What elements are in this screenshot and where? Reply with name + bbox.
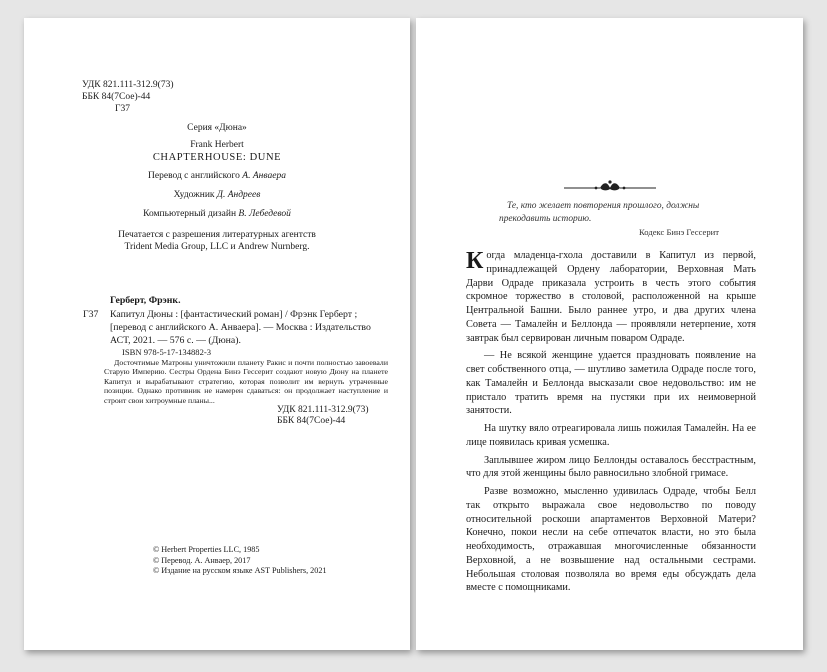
epigraph-source: Кодекс Бинэ Гессерит (639, 227, 719, 237)
rights-line-2: Trident Media Group, LLC и Andrew Nurnberg. (124, 241, 310, 252)
translator-prefix: Перевод с английского (148, 171, 243, 181)
translator-name: А. Анвaера (242, 171, 286, 181)
paragraph-1-text: огда младенца-гхола доставили в Капитул из первой, принадлежащей Ордену лаборатории, Верховная Мать Дарви Одраде приказала устроить в честь этого события скромное торжество в столовой, расположенной на крыше Центральной Башни. Было раннее утро, и два других члена Совета — Тамалейн и Беллонда — проявляли нетерпение, хотя завтрак был сервирован личным поваром Одраде. (466, 250, 756, 344)
udk-bbk-top (82, 80, 174, 103)
catalog-heading: Герберт, Фрэнк. (110, 295, 181, 306)
copyright-line-2: © Перевод. А. Анвaер, 2017 (153, 555, 251, 565)
drop-cap: К (466, 248, 484, 274)
isbn-line: ISBN 978-5-17-134882-3 (122, 347, 212, 357)
designer-name: В. Лебедевой (238, 209, 291, 219)
flourish-ornament-icon (562, 178, 658, 196)
author-english: Frank Herbert (190, 140, 244, 150)
title-english: CHAPTERHOUSE: DUNE (152, 152, 282, 163)
designer-prefix: Компьютерный дизайн (143, 209, 239, 219)
udk-top-line: УДК 821.111-312.9(73) (82, 80, 174, 90)
copyright-line-1: © Herbert Properties LLC, 1985 (153, 545, 260, 554)
artist-line (24, 190, 410, 200)
paragraph-1 (466, 249, 756, 345)
udk-bottom-line: УДК 821.111-312.9(73) (277, 405, 369, 415)
catalog-code: Г37 (83, 309, 99, 320)
annotation-text: Досточтимые Матроны уничтожили планету Ракис и почти полностью завоевали Старую Империю. Сестры Ордена Бинэ Гессерит создают новую Дюну на планете Капитул и вырабатывают стратегию, которая позволит им вернуть утраченные позиции. Однако противник не намерен сдаваться: он продолжает наступление и строит свои хитроумные планы... (104, 358, 388, 405)
copyright-block (153, 545, 327, 577)
paragraph-2: — Не всякой женщине удается праздновать появление на свет собственного отца, — шутливо заметила Одраде после того, как Тамалейн и Беллонда высказали свое недовольство: им не пристало тратить время на пустяки при их неимоверной занятости. (466, 350, 756, 417)
right-page (416, 18, 803, 650)
artist-name: Д. Андреев (216, 190, 261, 200)
rights-notice (24, 230, 410, 253)
bbk-top-line: ББК 84(7Сое)-44 (82, 91, 151, 102)
rights-line-1: Печатается с разрешения литературных агентств (118, 230, 316, 240)
left-page (24, 18, 410, 650)
paragraph-3: На шутку вяло отреагировала лишь пожилая Тамалейн. На ее лице появилась кривая усмешка. (466, 423, 756, 448)
translator-line (24, 171, 410, 181)
designer-line (24, 209, 410, 219)
epigraph-text: Те, кто желает повторения прошлого, должны прекодавить историю. (499, 201, 700, 224)
copyright-line-3: © Издание на русском языке AST Publishers, 2021 (153, 566, 327, 576)
paragraph-4: Заплывшее жиром лицо Беллонды оставалось бесстрастным, что для этой женщины было равносильно злобной гримасе. (466, 454, 756, 480)
udk-bbk-bottom (277, 405, 369, 427)
paragraph-5: Разве возможно, мысленно удивилась Одраде, чтобы Белл так открыто выражала свое недовольство по поводу относительной роскоши апартаментов Верховной Матери? Конечно, покои несли на себе отпечаток власти, но это была необходимость, отражавшая многочисленные обязанности Верховной, а не возвышение над остальными сестрами. Небольшая столовая позволяла во время еды обсуждать дела вместе с помощниками. (466, 486, 756, 594)
chapter-body (466, 249, 756, 599)
bbk-bottom-line: ББК 84(7Сое)-44 (277, 416, 346, 427)
series-line: Серия «Дюна» (187, 123, 247, 133)
catalog-description: Капитул Дюны : [фантастический роман] / Фрэнк Герберт ; [перевод с английского А. Анваера]. — Москва : Издательство АСТ, 2021. — 576 с. — (Дюна). (110, 309, 371, 346)
g37-code-top: Г37 (115, 104, 130, 114)
artist-prefix: Художник (173, 190, 217, 200)
